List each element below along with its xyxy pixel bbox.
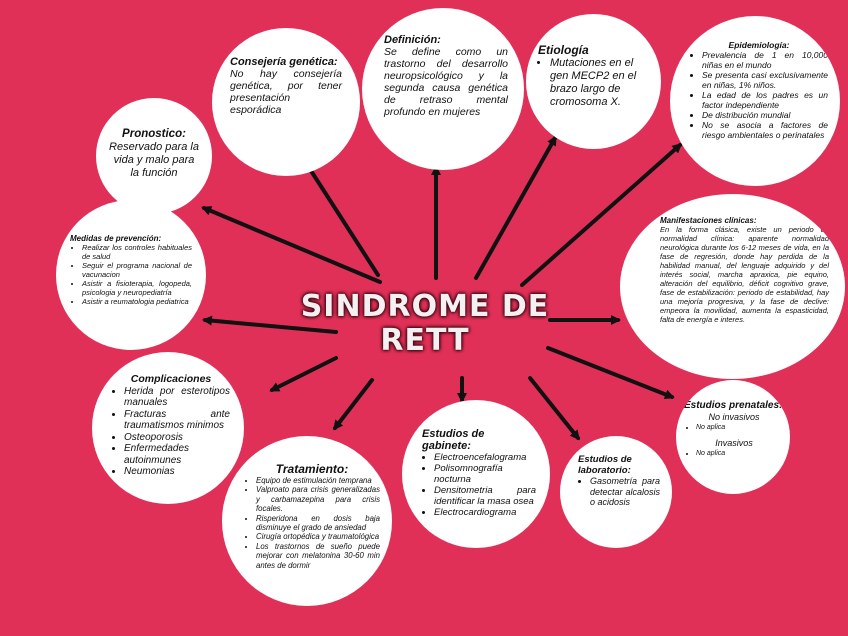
epidemiologia-item: • De distribución mundial <box>702 110 828 120</box>
node-epidemiologia <box>670 16 840 186</box>
epidemiologia-list <box>690 50 828 140</box>
arrow-prenatales <box>548 348 672 397</box>
arrow-complicaciones <box>272 358 336 390</box>
node-complicaciones <box>92 352 244 504</box>
prenatales-sub1-item: • No aplica <box>696 423 784 432</box>
node-consejeria <box>212 28 360 176</box>
arrow-etiologia <box>476 138 555 278</box>
manifestaciones-title: Manifestaciones clínicas: <box>660 216 757 225</box>
etiologia-list <box>538 57 649 109</box>
arrow-laboratorio <box>530 378 578 438</box>
consejeria-title: Consejería genética: <box>230 56 338 68</box>
node-pronostico <box>96 98 212 214</box>
epidemiologia-title: Epidemiología: <box>728 40 790 50</box>
gabinete-item: • Electroencefalograma <box>434 452 536 463</box>
medidas-item: • Asistir a reumatologia pediatrica <box>82 297 192 306</box>
tratamiento-item: • Los trastornos de sueño puede mejorar con melatonina 30-60 min antes de dormir <box>256 542 380 570</box>
node-laboratorio <box>560 436 672 548</box>
tratamiento-title: Tratamiento: <box>275 462 349 476</box>
medidas-title: Medidas de prevención: <box>70 234 162 243</box>
arrow-pronostico <box>204 208 380 282</box>
prenatales-sub1-list <box>684 423 784 432</box>
epidemiologia-item: • No se asocia a factores de riesgo ambientales o perinatales <box>702 120 828 140</box>
node-tratamiento <box>222 436 392 606</box>
epidemiologia-item: • La edad de los padres es un factor independiente <box>702 90 828 110</box>
node-medidas <box>56 200 206 350</box>
arrow-consejeria <box>306 163 378 275</box>
pronostico-text: Reservado para la vida y malo para la función <box>109 141 199 179</box>
prenatales-sub2-item: • No aplica <box>696 449 784 458</box>
definicion-text: Se define como un trastorno del desarrollo neuropsicológico y la segunda causa genética de retraso mental profundo en mujeres <box>384 46 508 118</box>
epidemiologia-item: • Se presenta casi exclusivamente en niñas, 1% niños. <box>702 70 828 90</box>
complicaciones-list <box>112 386 230 478</box>
gabinete-list <box>422 452 536 518</box>
prenatales-sub2-list <box>684 449 784 458</box>
central-title <box>300 290 550 358</box>
node-manifestaciones <box>620 194 845 379</box>
consejeria-text: No hay consejería genética, por tener presentación esporádica <box>230 68 342 116</box>
gabinete-item: • Polisomnografía nocturna <box>434 463 536 485</box>
gabinete-item: • Densitometria para identificar la masa osea <box>434 485 536 507</box>
etiologia-title: Etiología <box>538 43 589 57</box>
central-title-line-2: RETT <box>380 323 470 358</box>
prenatales-sub1: No invasivos <box>708 412 760 422</box>
medidas-item: • Realizar los controles habituales de salud <box>82 243 192 261</box>
complicaciones-item: • Fracturas ante traumatismos minimos <box>124 409 230 432</box>
medidas-item: • Asistir a fisioterapia, logopeda, psicologia y neuropediatría <box>82 279 192 297</box>
tratamiento-item: • Equipo de estimulación temprana <box>256 476 380 485</box>
node-etiologia <box>526 14 661 149</box>
node-prenatales <box>676 380 790 494</box>
complicaciones-title: Complicaciones <box>130 373 212 385</box>
complicaciones-item: • Neumonias <box>124 466 230 478</box>
medidas-list <box>70 243 192 306</box>
epidemiologia-item: • Prevalencia de 1 en 10,000 niñas en el mundo <box>702 50 828 70</box>
arrow-tratamiento <box>335 380 372 428</box>
node-gabinete <box>402 400 550 548</box>
tratamiento-list <box>244 476 380 570</box>
gabinete-item: • Electrocardiograma <box>434 507 536 518</box>
definicion-title: Definición: <box>384 34 441 46</box>
central-title-line-1: SINDROME DE <box>300 289 550 324</box>
laboratorio-item: • Gasometría para detectar alcalosis o acidosis <box>590 476 660 508</box>
etiologia-item: • Mutaciones en el gen MECP2 en el brazo largo de cromosoma X. <box>550 57 649 109</box>
tratamiento-item: • Risperidona en dosis baja disminuye el grado de ansiedad <box>256 514 380 533</box>
medidas-item: • Seguir el programa nacional de vacunacion <box>82 261 192 279</box>
pronostico-title: Pronostico: <box>122 128 186 140</box>
prenatales-sub2: Invasivos <box>715 438 753 448</box>
laboratorio-list <box>578 476 660 508</box>
manifestaciones-text: En la forma clásica, existe un periodo de normalidad clínica: aparente normalidad neurológica durante los 6-12 meses de vida, en la fase de regresión, donde hay perdida de la habilidad manual, del lenguaje adquirido y del interés social, marcha apraxica, pie equino, alteración del equilibrio, déficit cognitivo grave, fase de estabilización: periodo de estabilidad, hay una mejoría progresiva, y la fase de declive: empeora la movilidad, aumenta la espasticidad, falta de energía e interes. <box>660 225 829 324</box>
tratamiento-item: • Cirugía ortopédica y traumatológica <box>256 532 380 541</box>
complicaciones-item: • Enfermedades autoinmunes <box>124 443 230 466</box>
complicaciones-item: • Herida por esterotipos manuales <box>124 386 230 409</box>
node-definicion <box>362 8 524 170</box>
complicaciones-item: • Osteoporosis <box>124 432 230 444</box>
prenatales-title: Estudios prenatales: <box>684 400 783 411</box>
laboratorio-title: Estudios de laboratorio: <box>578 454 632 476</box>
gabinete-title: Estudios de gabinete: <box>422 428 485 452</box>
tratamiento-item: • Valproato para crisis generalizadas y carbamazepina para crisis focales. <box>256 485 380 513</box>
